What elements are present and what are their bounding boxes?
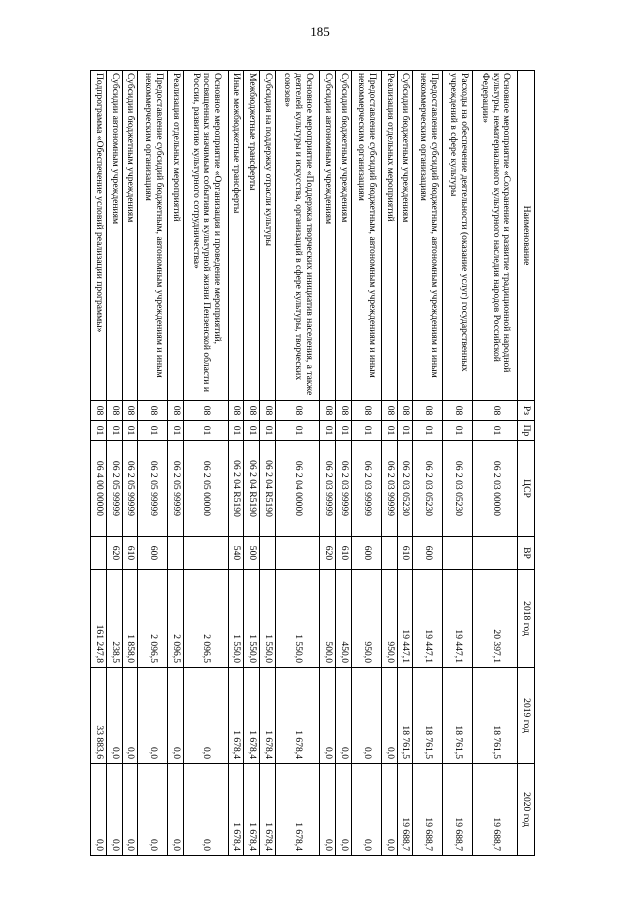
header-csr: ЦСР bbox=[518, 441, 535, 537]
header-pr: Пр bbox=[518, 421, 535, 441]
row-name: Подпрограмма «Обеспечение условий реализации программы» bbox=[91, 71, 107, 401]
row-pr: 01 bbox=[184, 421, 229, 441]
row-value-2018: 1 550,0 bbox=[228, 570, 244, 668]
row-value-2020: 19 688,7 bbox=[397, 764, 413, 856]
table-row bbox=[473, 71, 518, 856]
row-name: Основное мероприятие «Организация и проведение мероприятий, посвященных значимым событиям в культурной жизни Пензенской области и России, развитию культурного сотрудничества» bbox=[184, 71, 229, 401]
row-csr: 06 2 05 99999 bbox=[122, 441, 138, 537]
row-value-2018: 950,0 bbox=[351, 570, 381, 668]
row-vr: 600 bbox=[138, 537, 168, 570]
budget-table bbox=[90, 70, 535, 856]
row-value-2020: 19 688,7 bbox=[473, 764, 518, 856]
row-value-2018: 1 550,0 bbox=[244, 570, 260, 668]
row-vr bbox=[381, 537, 397, 570]
row-value-2020: 0,0 bbox=[381, 764, 397, 856]
row-vr: 600 bbox=[351, 537, 381, 570]
row-csr: 06 2 04 00000 bbox=[275, 441, 320, 537]
row-pr: 01 bbox=[351, 421, 381, 441]
row-csr: 06 2 03 99999 bbox=[320, 441, 336, 537]
row-csr: 06 2 03 99999 bbox=[351, 441, 381, 537]
row-csr: 06 2 03 05230 bbox=[397, 441, 413, 537]
row-pr: 01 bbox=[91, 421, 107, 441]
row-value-2018: 500,0 bbox=[320, 570, 336, 668]
row-value-2020: 19 688,7 bbox=[443, 764, 473, 856]
row-csr: 06 2 03 05230 bbox=[413, 441, 443, 537]
row-rz: 08 bbox=[138, 401, 168, 421]
row-vr bbox=[275, 537, 320, 570]
header-rz: Рз bbox=[518, 401, 535, 421]
row-value-2018: 2 096,5 bbox=[168, 570, 184, 668]
row-value-2018: 2 096,5 bbox=[184, 570, 229, 668]
row-name: Субсидии бюджетным учреждениям bbox=[336, 71, 352, 401]
row-pr: 01 bbox=[260, 421, 276, 441]
row-csr: 06 2 03 99999 bbox=[336, 441, 352, 537]
row-vr bbox=[168, 537, 184, 570]
row-rz: 08 bbox=[275, 401, 320, 421]
table-row bbox=[228, 71, 244, 856]
row-value-2020: 1 678,4 bbox=[275, 764, 320, 856]
row-vr: 540 bbox=[228, 537, 244, 570]
row-value-2020: 1 678,4 bbox=[228, 764, 244, 856]
row-pr: 01 bbox=[320, 421, 336, 441]
row-pr: 01 bbox=[473, 421, 518, 441]
row-rz: 08 bbox=[381, 401, 397, 421]
page-number: 185 bbox=[310, 24, 330, 39]
row-name: Предоставление субсидий бюджетным, автономным учреждениям и иным некоммерческим организациям bbox=[138, 71, 168, 401]
table-row bbox=[122, 71, 138, 856]
row-value-2020: 0,0 bbox=[91, 764, 107, 856]
row-name: Предоставление субсидий бюджетным, автономным учреждениям и иным некоммерческим организациям bbox=[413, 71, 443, 401]
row-value-2018: 19 447,1 bbox=[397, 570, 413, 668]
rotated-table-container bbox=[90, 70, 535, 855]
row-rz: 08 bbox=[184, 401, 229, 421]
row-value-2020: 1 678,4 bbox=[260, 764, 276, 856]
row-rz: 08 bbox=[91, 401, 107, 421]
table-row bbox=[244, 71, 260, 856]
table-row bbox=[91, 71, 107, 856]
row-rz: 08 bbox=[106, 401, 122, 421]
row-csr: 06 2 03 99999 bbox=[381, 441, 397, 537]
table-row bbox=[397, 71, 413, 856]
table-row bbox=[336, 71, 352, 856]
table-row bbox=[381, 71, 397, 856]
row-rz: 08 bbox=[397, 401, 413, 421]
row-name: Субсидии автономным учреждениям bbox=[106, 71, 122, 401]
row-value-2019: 0,0 bbox=[320, 668, 336, 764]
row-value-2019: 1 678,4 bbox=[275, 668, 320, 764]
header-2020: 2020 год bbox=[518, 764, 535, 856]
row-value-2019: 33 883,6 bbox=[91, 668, 107, 764]
row-name: Реализация отдельных мероприятий bbox=[168, 71, 184, 401]
row-name: Основное мероприятие «Поддержка творческих инициатив населения, а также деятелей культуры и искусства, организаций в сфере культуры, творческих союзов» bbox=[275, 71, 320, 401]
row-value-2020: 19 688,7 bbox=[413, 764, 443, 856]
row-rz: 08 bbox=[122, 401, 138, 421]
row-value-2018: 19 447,1 bbox=[443, 570, 473, 668]
row-value-2019: 0,0 bbox=[168, 668, 184, 764]
row-value-2019: 0,0 bbox=[122, 668, 138, 764]
row-csr: 06 2 04 R5190 bbox=[244, 441, 260, 537]
row-rz: 08 bbox=[320, 401, 336, 421]
row-pr: 01 bbox=[275, 421, 320, 441]
row-pr: 01 bbox=[443, 421, 473, 441]
row-vr bbox=[91, 537, 107, 570]
table-row bbox=[260, 71, 276, 856]
row-value-2018: 950,0 bbox=[381, 570, 397, 668]
table-row bbox=[413, 71, 443, 856]
table-row bbox=[184, 71, 229, 856]
row-csr: 06 2 05 00000 bbox=[184, 441, 229, 537]
row-value-2019: 18 761,5 bbox=[397, 668, 413, 764]
row-value-2020: 0,0 bbox=[122, 764, 138, 856]
row-csr: 06 2 05 99999 bbox=[168, 441, 184, 537]
row-value-2019: 18 761,5 bbox=[443, 668, 473, 764]
table-row bbox=[168, 71, 184, 856]
row-vr: 620 bbox=[106, 537, 122, 570]
row-value-2019: 1 678,4 bbox=[228, 668, 244, 764]
row-rz: 08 bbox=[228, 401, 244, 421]
row-csr: 06 4 00 00000 bbox=[91, 441, 107, 537]
row-pr: 01 bbox=[413, 421, 443, 441]
row-value-2019: 0,0 bbox=[138, 668, 168, 764]
row-value-2018: 1 858,0 bbox=[122, 570, 138, 668]
row-value-2020: 0,0 bbox=[184, 764, 229, 856]
row-csr: 06 2 03 05230 bbox=[443, 441, 473, 537]
row-value-2019: 18 761,5 bbox=[413, 668, 443, 764]
row-value-2020: 0,0 bbox=[106, 764, 122, 856]
row-value-2018: 161 247,8 bbox=[91, 570, 107, 668]
row-rz: 08 bbox=[168, 401, 184, 421]
row-pr: 01 bbox=[336, 421, 352, 441]
row-rz: 08 bbox=[260, 401, 276, 421]
row-vr bbox=[473, 537, 518, 570]
row-pr: 01 bbox=[138, 421, 168, 441]
row-name: Расходы на обеспечение деятельности (оказание услуг) государственных учреждений в сфере культуры bbox=[443, 71, 473, 401]
row-pr: 01 bbox=[244, 421, 260, 441]
row-value-2019: 0,0 bbox=[336, 668, 352, 764]
row-value-2019: 0,0 bbox=[184, 668, 229, 764]
row-name: Субсидии бюджетным учреждениям bbox=[122, 71, 138, 401]
row-name: Основное мероприятие «Сохранение и развитие традиционной народной культуры, нематериального культурного наследия народов Российской Федерации» bbox=[473, 71, 518, 401]
row-rz: 08 bbox=[413, 401, 443, 421]
row-value-2019: 1 678,4 bbox=[260, 668, 276, 764]
row-pr: 01 bbox=[228, 421, 244, 441]
row-vr bbox=[184, 537, 229, 570]
row-vr: 610 bbox=[122, 537, 138, 570]
row-value-2018: 1 550,0 bbox=[275, 570, 320, 668]
row-name: Субсидии автономным учреждениям bbox=[320, 71, 336, 401]
row-rz: 08 bbox=[443, 401, 473, 421]
header-name: Наименование bbox=[518, 71, 535, 401]
row-vr: 610 bbox=[336, 537, 352, 570]
row-vr: 620 bbox=[320, 537, 336, 570]
table-body bbox=[91, 71, 518, 856]
row-rz: 08 bbox=[244, 401, 260, 421]
row-value-2020: 0,0 bbox=[168, 764, 184, 856]
row-value-2019: 18 761,5 bbox=[473, 668, 518, 764]
row-name: Реализация отдельных мероприятий bbox=[381, 71, 397, 401]
header-row bbox=[518, 71, 535, 856]
row-name: Субсидия на поддержку отрасли культуры bbox=[260, 71, 276, 401]
table-row bbox=[106, 71, 122, 856]
row-rz: 08 bbox=[473, 401, 518, 421]
row-value-2018: 238,5 bbox=[106, 570, 122, 668]
row-value-2018: 1 550,0 bbox=[260, 570, 276, 668]
row-csr: 06 2 03 00000 bbox=[473, 441, 518, 537]
row-vr: 500 bbox=[244, 537, 260, 570]
table-row bbox=[138, 71, 168, 856]
header-vr: ВР bbox=[518, 537, 535, 570]
row-value-2018: 2 096,5 bbox=[138, 570, 168, 668]
row-csr: 06 2 05 99999 bbox=[106, 441, 122, 537]
row-value-2020: 0,0 bbox=[320, 764, 336, 856]
row-vr: 600 bbox=[413, 537, 443, 570]
row-name: Иные межбюджетные трансферты bbox=[228, 71, 244, 401]
table-row bbox=[320, 71, 336, 856]
header-2018: 2018 год bbox=[518, 570, 535, 668]
row-value-2020: 1 678,4 bbox=[244, 764, 260, 856]
table-row bbox=[443, 71, 473, 856]
row-rz: 08 bbox=[351, 401, 381, 421]
row-name: Субсидии бюджетным учреждениям bbox=[397, 71, 413, 401]
row-value-2019: 0,0 bbox=[351, 668, 381, 764]
row-value-2018: 450,0 bbox=[336, 570, 352, 668]
row-value-2019: 0,0 bbox=[106, 668, 122, 764]
header-2019: 2019 год bbox=[518, 668, 535, 764]
row-value-2018: 20 397,1 bbox=[473, 570, 518, 668]
row-vr: 610 bbox=[397, 537, 413, 570]
row-csr: 06 2 05 99999 bbox=[138, 441, 168, 537]
table-row bbox=[275, 71, 320, 856]
row-rz: 08 bbox=[336, 401, 352, 421]
row-pr: 01 bbox=[168, 421, 184, 441]
row-pr: 01 bbox=[122, 421, 138, 441]
row-name: Предоставление субсидий бюджетным, автономным учреждениям и иным некоммерческим организациям bbox=[351, 71, 381, 401]
row-vr bbox=[260, 537, 276, 570]
row-pr: 01 bbox=[397, 421, 413, 441]
table-row bbox=[351, 71, 381, 856]
row-vr bbox=[443, 537, 473, 570]
row-value-2019: 0,0 bbox=[381, 668, 397, 764]
row-pr: 01 bbox=[381, 421, 397, 441]
row-csr: 06 2 04 R5190 bbox=[228, 441, 244, 537]
row-value-2020: 0,0 bbox=[351, 764, 381, 856]
row-name: Межбюджетные трансферты bbox=[244, 71, 260, 401]
row-value-2019: 1 678,4 bbox=[244, 668, 260, 764]
row-value-2020: 0,0 bbox=[138, 764, 168, 856]
row-csr: 06 2 04 R5190 bbox=[260, 441, 276, 537]
row-pr: 01 bbox=[106, 421, 122, 441]
row-value-2020: 0,0 bbox=[336, 764, 352, 856]
row-value-2018: 19 447,1 bbox=[413, 570, 443, 668]
